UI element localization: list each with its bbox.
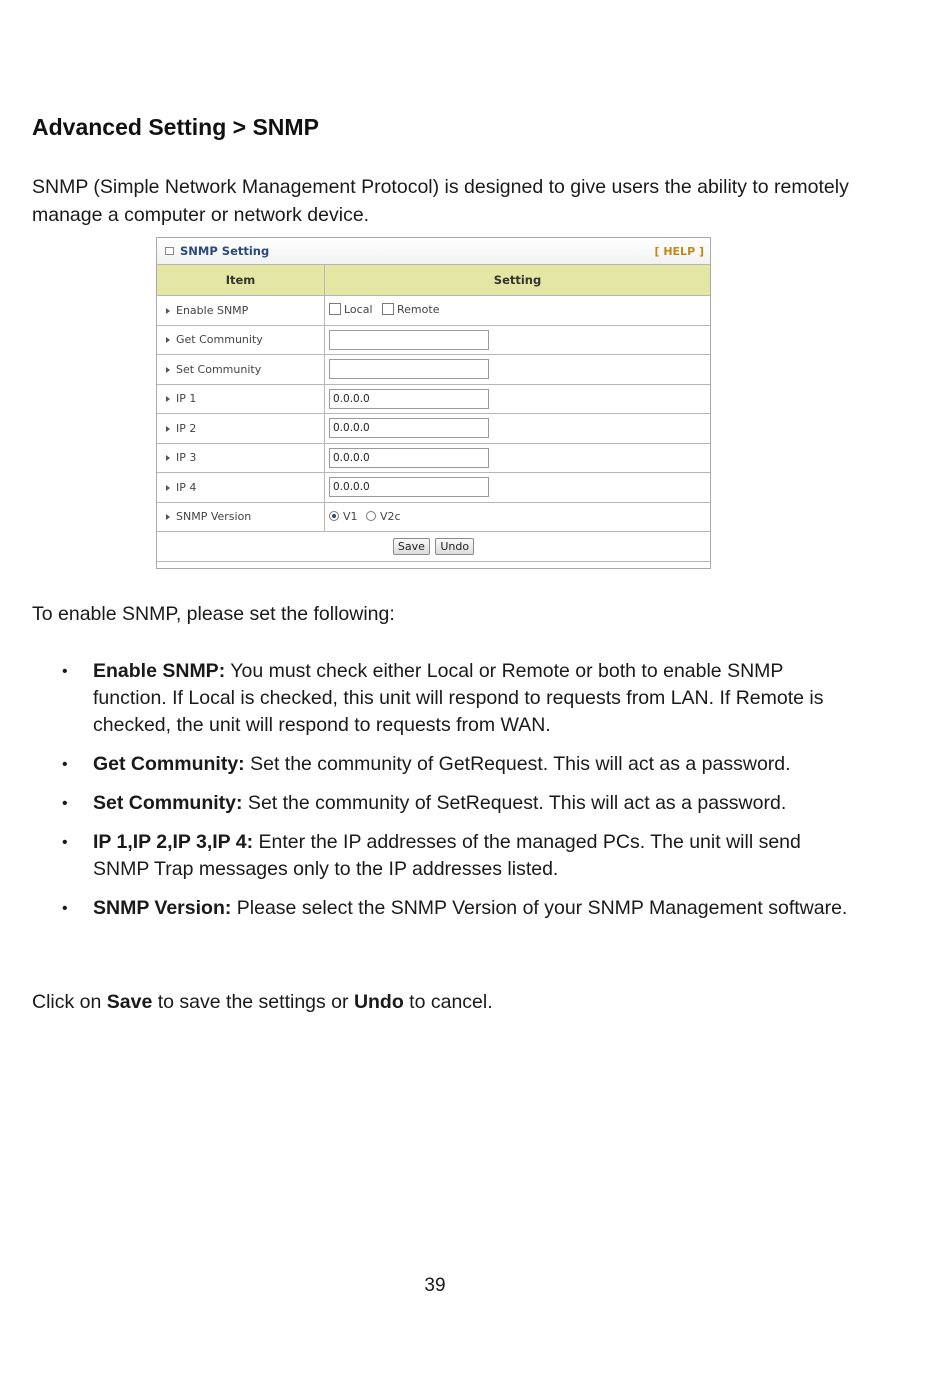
arrow-right-icon (166, 485, 170, 491)
local-checkbox-label: Local (344, 302, 373, 316)
row-label: IP 3 (176, 451, 197, 465)
column-header-setting: Setting (325, 265, 711, 296)
ip3-input[interactable] (329, 448, 489, 468)
closing-text: to cancel. (403, 991, 493, 1013)
bullet-glyph: • (62, 834, 68, 851)
snmp-settings-table (157, 265, 710, 562)
closing-undo-term: Undo (353, 991, 404, 1013)
row-label: Enable SNMP (176, 303, 249, 317)
closing-text: Click on (32, 991, 107, 1013)
checkbox-box[interactable] (329, 303, 341, 315)
remote-checkbox[interactable] (382, 303, 439, 316)
row-snmp-version (157, 502, 710, 532)
save-button[interactable]: Save (393, 538, 430, 555)
checkbox-box[interactable] (382, 303, 394, 315)
intro-paragraph: SNMP (Simple Network Management Protocol) is designed to give users the ability to remotely manage a computer or network device. (32, 176, 849, 226)
row-label: SNMP Version (176, 510, 252, 524)
bullet-glyph: • (62, 756, 68, 773)
page-number: 39 (424, 1275, 446, 1296)
row-get-community (157, 325, 710, 355)
row-buttons (157, 532, 710, 562)
undo-button[interactable]: Undo (435, 538, 474, 555)
list-item-term: SNMP Version: (93, 897, 232, 919)
radio-selected-dot[interactable] (329, 511, 339, 521)
row-label: IP 4 (176, 480, 197, 494)
arrow-right-icon (166, 455, 170, 461)
arrow-right-icon (166, 337, 170, 343)
radio-dot[interactable] (366, 511, 376, 521)
bullet-glyph: • (62, 795, 68, 812)
list-item (32, 829, 862, 883)
list-item-term: IP 1,IP 2,IP 3,IP 4: (93, 831, 254, 853)
row-enable-snmp (157, 296, 710, 326)
v1-radio-label: V1 (343, 509, 358, 523)
closing-paragraph (32, 991, 493, 1014)
arrow-right-icon (166, 396, 170, 402)
arrow-right-icon (166, 308, 170, 314)
local-checkbox[interactable] (329, 303, 373, 316)
row-set-community (157, 355, 710, 385)
list-item-text: Please select the SNMP Version of your SNMP Management software. (231, 897, 848, 919)
list-item-term: Get Community: (93, 753, 245, 775)
panel-title: SNMP Setting (180, 244, 270, 258)
ip4-input[interactable] (329, 477, 489, 497)
list-item-text: Set the community of SetRequest. This will act as a password. (242, 792, 787, 814)
set-community-input[interactable] (329, 359, 489, 379)
arrow-right-icon (166, 514, 170, 520)
snmp-setting-panel (156, 237, 711, 569)
v1-radio[interactable] (329, 510, 358, 523)
enable-instructions: To enable SNMP, please set the following: (32, 603, 395, 625)
row-label: Get Community (176, 333, 263, 347)
v2c-radio-label: V2c (380, 509, 401, 523)
v2c-radio[interactable] (366, 510, 401, 523)
instruction-list (32, 658, 862, 934)
row-ip4 (157, 473, 710, 503)
row-label: Set Community (176, 362, 262, 376)
row-ip1 (157, 384, 710, 414)
help-link[interactable]: [ HELP ] (654, 244, 704, 258)
list-item-text: Set the community of GetRequest. This will act as a password. (244, 753, 791, 775)
panel-square-icon (165, 247, 174, 255)
row-ip2 (157, 414, 710, 444)
page-heading: Advanced Setting > SNMP (32, 114, 319, 140)
column-header-item: Item (157, 265, 325, 296)
row-ip3 (157, 443, 710, 473)
ip2-input[interactable] (329, 418, 489, 438)
closing-save-term: Save (106, 991, 153, 1013)
row-label: IP 1 (176, 392, 197, 406)
list-item (32, 895, 862, 922)
bullet-glyph: • (62, 663, 68, 680)
ip1-input[interactable] (329, 389, 489, 409)
list-item (32, 751, 862, 778)
arrow-right-icon (166, 367, 170, 373)
list-item-term: Set Community: (93, 792, 243, 814)
row-label: IP 2 (176, 421, 197, 435)
closing-text: to save the settings or (152, 991, 354, 1013)
get-community-input[interactable] (329, 330, 489, 350)
list-item (32, 658, 862, 739)
list-item-text: You must check either Local or Remote or both to enable SNMP function. If Local is checked, this unit will respond to requests from LAN. If Remote is checked, the unit will respond to requests from WAN. (93, 660, 824, 736)
list-item-term: Enable SNMP: (93, 660, 226, 682)
list-item (32, 790, 862, 817)
panel-title-bar (157, 238, 710, 265)
arrow-right-icon (166, 426, 170, 432)
bullet-glyph: • (62, 900, 68, 917)
list-item-text: Enter the IP addresses of the managed PCs. The unit will send SNMP Trap messages only to the IP addresses listed. (93, 831, 801, 880)
remote-checkbox-label: Remote (397, 302, 440, 316)
